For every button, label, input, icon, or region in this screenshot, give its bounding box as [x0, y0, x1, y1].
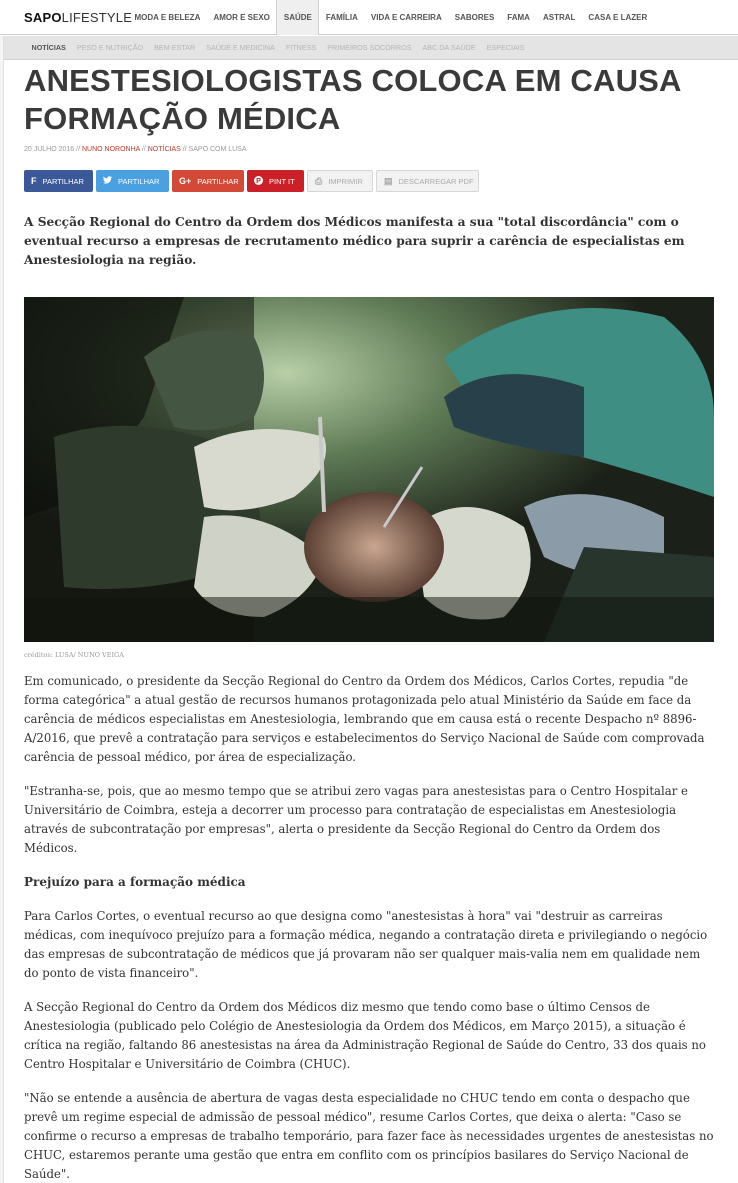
pdf-icon: ▤	[384, 175, 393, 186]
top-navigation	[0, 0, 738, 35]
article-title-line-1: ANESTESIOLOGISTAS COLOCA EM CAUSA	[24, 63, 682, 98]
article-date: 20 JULHO 2016	[24, 146, 75, 153]
share-twitter-button[interactable]	[96, 170, 169, 192]
svg-text:p: p	[256, 175, 261, 185]
nav-item-astral[interactable]: ASTRAL	[542, 13, 576, 22]
article-meta	[24, 146, 247, 153]
subnav-item-saude-e-medicina[interactable]: SAÚDE E MEDICINA	[206, 43, 275, 52]
download-pdf-label: DESCARREGAR PDF	[398, 176, 474, 186]
article-section-link[interactable]: NOTÍCIAS	[147, 146, 181, 153]
twitter-icon	[103, 176, 112, 186]
nav-item-saude[interactable]: SAÚDE	[276, 0, 319, 35]
nav-item-casa-e-lazer[interactable]: CASA E LAZER	[588, 13, 648, 22]
subnav-item-primeiros-socorros[interactable]: PRIMEIROS SOCORROS	[327, 43, 412, 52]
share-gplus-button[interactable]	[172, 170, 244, 192]
meta-separator: //	[180, 146, 189, 153]
nav-item-fama[interactable]: FAMA	[507, 13, 530, 22]
pin-it-button[interactable]	[247, 170, 304, 192]
subnav-item-bem-estar[interactable]: BEM ESTAR	[154, 43, 196, 52]
article-paragraph: Em comunicado, o presidente da Secção Regional do Centro da Ordem dos Médicos, Carlos Cortes, repudia "de forma categórica" a atual gestão de recursos humanos protagonizada pelo atual Ministério da Saúde em face da carência de médicos especialistas em Anestesiologia, lembrando que em causa está o recente Despacho nº 8896-A/2016, que prevê a contratação para serviços e estabelecimentos do Serviço Nacional de Saúde com comprovada carência de pessoal médico, por área de especialização.	[24, 674, 705, 764]
download-pdf-button[interactable]	[376, 170, 479, 192]
article-source: SAPO COM LUSA	[188, 146, 247, 153]
pinterest-icon	[254, 176, 263, 187]
article-paragraph: "Não se entende a ausência de abertura de vagas desta especialidade no CHUC tendo em conta o despacho que prevê um regime especial de admissão de pessoal médico", resume Carlos Cortes, que deixa o alerta: "Caso se confirme o recurso a empresas de trabalho temporário, para fazer face às necessidades urgentes de anestesistas no CHUC, estaremos perante uma gestão que entra em conflito com os princípios basilares do Serviço Nacional de Saúde".	[24, 1091, 714, 1181]
share-facebook-label: PARTILHAR	[42, 176, 84, 186]
nav-item-sabores[interactable]: SABORES	[454, 13, 495, 22]
main-menu	[128, 0, 654, 35]
share-facebook-button[interactable]	[24, 170, 93, 192]
print-label: IMPRIMIR	[328, 176, 363, 186]
share-gplus-label: PARTILHAR	[197, 176, 239, 186]
subnav-item-noticias[interactable]: NOTÍCIAS	[31, 43, 66, 52]
sub-navigation	[4, 36, 738, 60]
facebook-icon: F	[31, 176, 37, 186]
article-author-link[interactable]: NUNO NORONHA	[81, 146, 140, 153]
logo-lifestyle: LIFESTYLE	[61, 10, 133, 25]
article-paragraph: "Estranha-se, pois, que ao mesmo tempo que se atribui zero vagas para anestesistas para o Centro Hospitalar e Universitário de Coimbra, esteja a decorrer um processo para contratação de especialistas em Anestesiologia através de subcontratação por empresas", alerta o presidente da Secção Regional do Centro da Ordem dos Médicos.	[24, 784, 688, 855]
google-plus-icon: G+	[179, 176, 192, 186]
meta-separator: //	[139, 146, 148, 153]
share-twitter-label: PARTILHAR	[118, 176, 160, 186]
print-icon: ⎙	[315, 175, 323, 186]
article-title-line-2: FORMAÇÃO MÉDICA	[24, 101, 341, 136]
article-paragraph: A Secção Regional do Centro da Ordem dos Médicos diz mesmo que tendo como base o último Censos de Anestesiologia (publicado pelo Colégio de Anestesiologia da Ordem dos Médicos, em Março 2015), a situação é crítica na região, faltando 86 anestesistas na área da Administração Regional de Saúde do Centro, 33 dos quais no Centro Hospitalar e Universitário de Coimbra (CHUC).	[24, 1000, 706, 1071]
share-bar	[24, 170, 479, 192]
page-left-border	[0, 36, 4, 1183]
article-paragraph: Para Carlos Cortes, o eventual recurso ao que designa como "anestesistas à hora" vai "destruir as carreiras médicas, com inequívoco prejuízo para a formação médica, negando a contratação direta e privilegiando o negócio das empresas de subcontratação de médicos que já provaram não ser qualquer mais-valia nem em qualidade nem do ponto de vista financeiro".	[24, 909, 708, 980]
subnav-item-peso-e-nutricao[interactable]: PESO E NUTRIÇÃO	[76, 43, 144, 52]
subnav-item-especiais[interactable]: ESPECIAIS	[486, 43, 525, 52]
logo-sapo: SAPO	[24, 10, 62, 25]
article-lead: A Secção Regional do Centro da Ordem dos Médicos manifesta a sua "total discordância" com o eventual recurso a empresas de recrutamento médico para suprir a carência de especialistas em Anestesiologia na região.	[24, 215, 685, 267]
nav-item-familia[interactable]: FAMÍLIA	[325, 13, 358, 22]
photo-credit: créditos: LUSA/ NUNO VEIGA	[24, 651, 124, 659]
article-body	[24, 672, 716, 1183]
nav-item-amor-e-sexo[interactable]: AMOR E SEXO	[213, 13, 270, 22]
nav-item-moda-e-beleza[interactable]: MODA E BELEZA	[134, 13, 201, 22]
pin-it-label: PINT IT	[269, 176, 295, 186]
article-subheading: Prejuízo para a formação médica	[24, 875, 246, 889]
site-logo[interactable]	[24, 10, 132, 25]
nav-item-vida-e-carreira[interactable]: VIDA E CARREIRA	[370, 13, 442, 22]
subnav-item-abc-da-saude[interactable]: ABC DA SAÚDE	[422, 43, 476, 52]
meta-separator: //	[74, 146, 82, 153]
article-title	[24, 62, 724, 144]
print-button[interactable]	[307, 170, 373, 192]
article-photo-surgeons	[24, 297, 714, 642]
subnav-item-fitness[interactable]: FITNESS	[285, 43, 317, 52]
sub-menu	[26, 36, 530, 60]
